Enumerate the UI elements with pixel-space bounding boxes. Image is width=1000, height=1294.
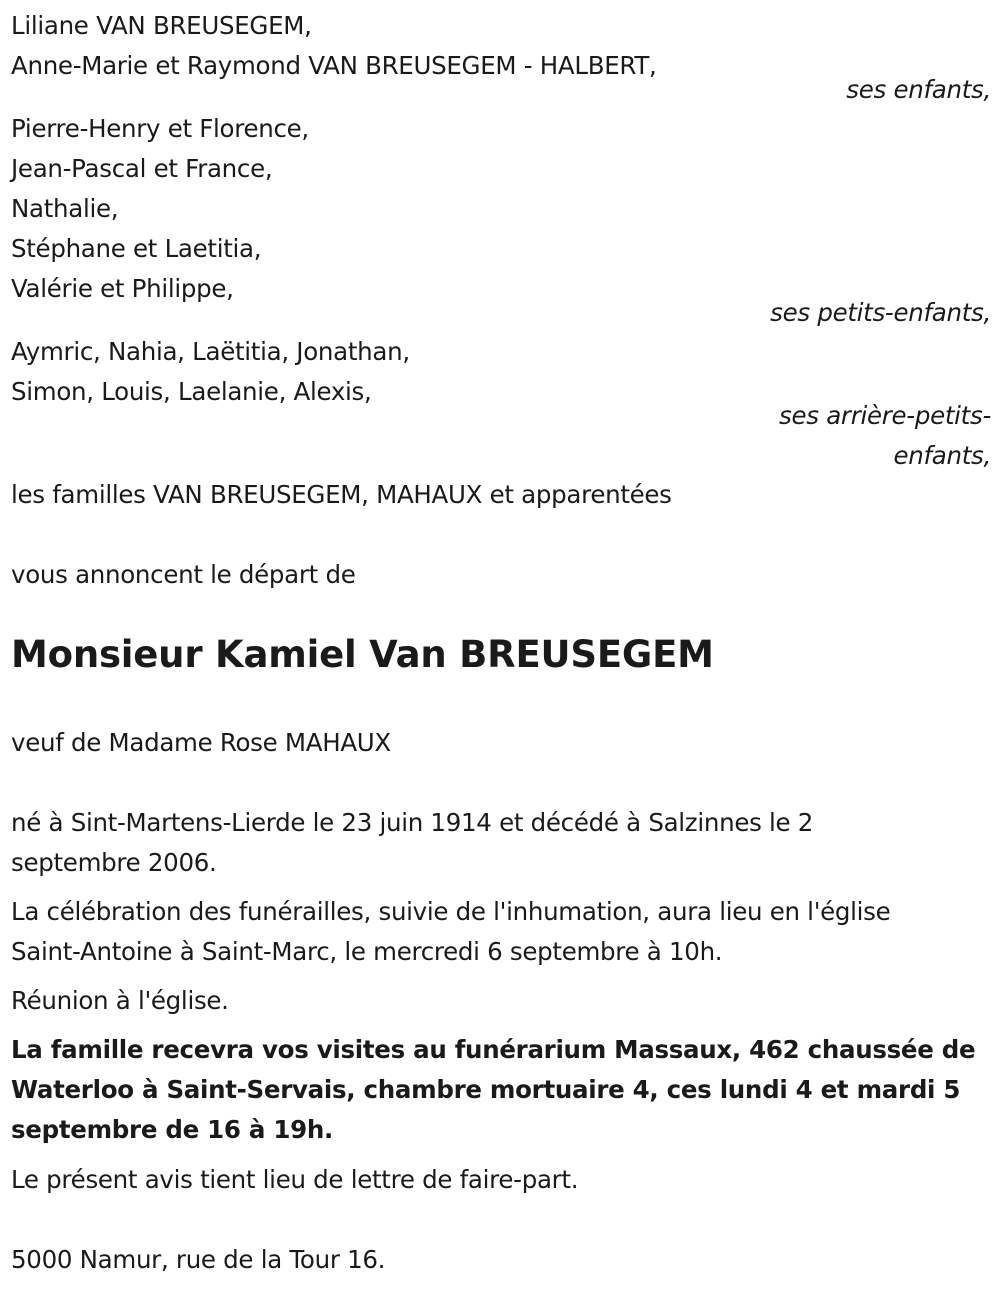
children-label: ses enfants, bbox=[846, 75, 991, 104]
birth-death-line-2: septembre 2006. bbox=[11, 848, 217, 877]
grandchildren-label: ses petits-enfants, bbox=[770, 298, 991, 327]
families-line: les familles VAN BREUSEGEM, MAHAUX et apparentées bbox=[11, 480, 672, 509]
grandchildren-line-5: Valérie et Philippe, bbox=[11, 274, 234, 303]
deceased-name: Monsieur Kamiel Van BREUSEGEM bbox=[11, 633, 714, 676]
great-grandchildren-label-2: enfants, bbox=[893, 441, 991, 470]
ceremony-line-2: Saint-Antoine à Saint-Marc, le mercredi 6 septembre à 10h. bbox=[11, 937, 723, 966]
meeting-line: Réunion à l'église. bbox=[11, 986, 229, 1015]
notice-line: Le présent avis tient lieu de lettre de faire-part. bbox=[11, 1165, 579, 1194]
children-line-2: Anne-Marie et Raymond VAN BREUSEGEM - HALBERT, bbox=[11, 51, 657, 80]
birth-death-line-1: né à Sint-Martens-Lierde le 23 juin 1914 et décédé à Salzinnes le 2 bbox=[11, 808, 814, 837]
grandchildren-line-4: Stéphane et Laetitia, bbox=[11, 234, 262, 263]
great-grandchildren-line-1: Aymric, Nahia, Laëtitia, Jonathan, bbox=[11, 337, 410, 366]
visits-line-1: La famille recevra vos visites au funérarium Massaux, 462 chaussée de bbox=[11, 1035, 976, 1064]
visits-line-2: Waterloo à Saint-Servais, chambre mortuaire 4, ces lundi 4 et mardi 5 bbox=[11, 1075, 961, 1104]
grandchildren-line-3: Nathalie, bbox=[11, 194, 119, 223]
great-grandchildren-label-1: ses arrière-petits- bbox=[779, 401, 991, 430]
grandchildren-line-1: Pierre-Henry et Florence, bbox=[11, 114, 309, 143]
spouse-line: veuf de Madame Rose MAHAUX bbox=[11, 728, 391, 757]
great-grandchildren-line-2: Simon, Louis, Laelanie, Alexis, bbox=[11, 377, 372, 406]
children-line-1: Liliane VAN BREUSEGEM, bbox=[11, 11, 312, 40]
visits-line-3: septembre de 16 à 19h. bbox=[11, 1115, 333, 1144]
obituary-notice bbox=[11, 0, 991, 1294]
announce-line: vous annoncent le départ de bbox=[11, 560, 356, 589]
ceremony-line-1: La célébration des funérailles, suivie de l'inhumation, aura lieu en l'église bbox=[11, 897, 891, 926]
address-line: 5000 Namur, rue de la Tour 16. bbox=[11, 1245, 386, 1274]
grandchildren-line-2: Jean-Pascal et France, bbox=[11, 154, 273, 183]
